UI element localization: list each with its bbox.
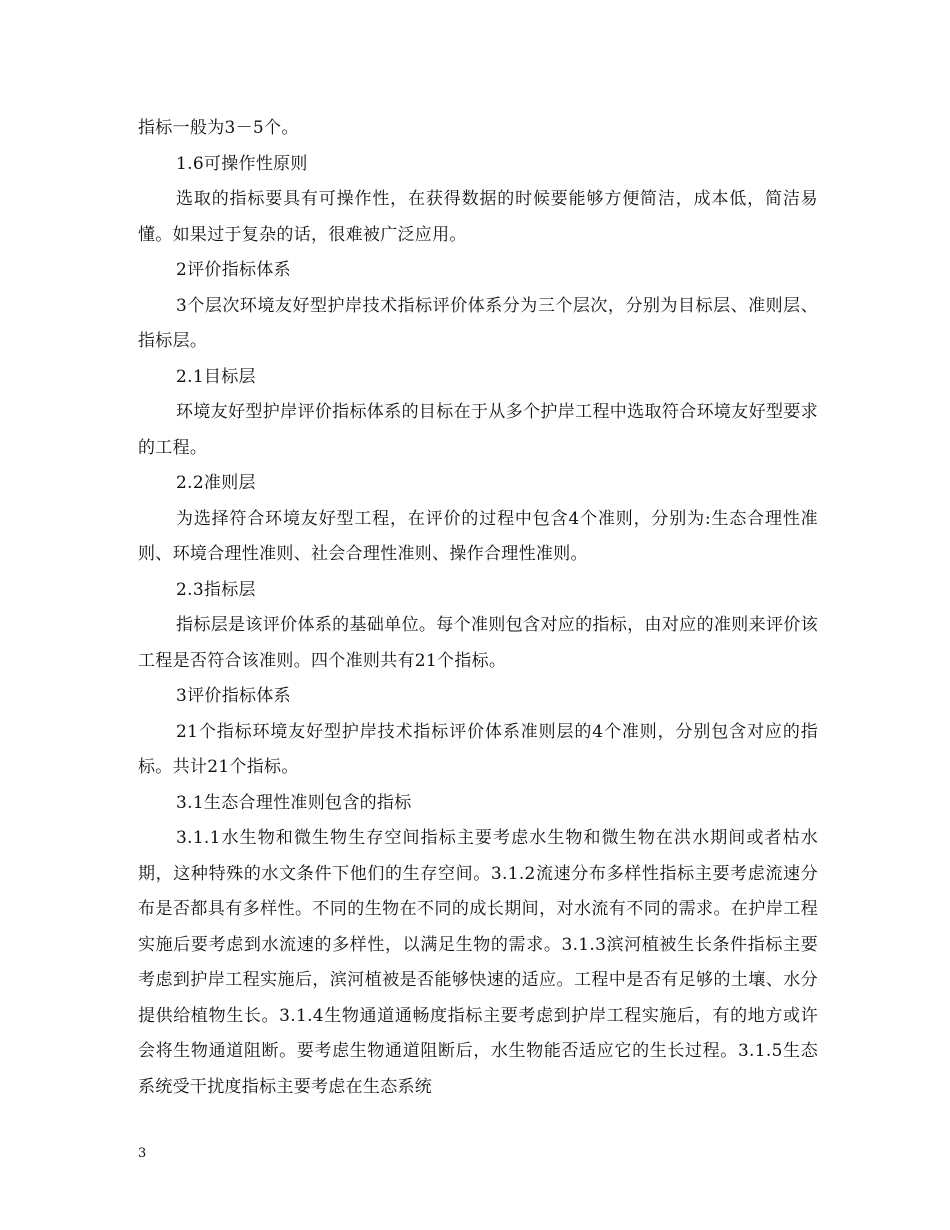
paragraph-target-layer: 环境友好型护岸评价指标体系的目标在于从多个护岸工程中选取符合环境友好型要求的工程。 xyxy=(138,402,818,458)
section-heading-1-6: 1.6可操作性原则 xyxy=(176,153,308,174)
section-heading-2-3: 2.3指标层 xyxy=(176,579,256,600)
page-number: 3 xyxy=(138,1146,147,1161)
section-heading-2-2: 2.2准则层 xyxy=(176,473,256,493)
paragraph-21-indicators: 21个指标环境友好型护岸技术指标评价体系准则层的4个准则，分别包含对应的指标。共计21个指标。 xyxy=(138,721,818,777)
paragraph-continuation: 指标一般为3－5个。 xyxy=(138,118,299,138)
paragraph-operability: 选取的指标要具有可操作性，在获得数据的时候要能够方便简洁，成本低，简洁易懂。如果过于复杂的话，很难被广泛应用。 xyxy=(138,189,818,245)
paragraph-ecological-indicators: 3.1.1水生物和微生物生存空间指标主要考虑水生物和微生物在洪水期间或者枯水期，这种特殊的水文条件下他们的生存空间。3.1.2流速分布多样性指标主要考虑流速分布是否都具有多样性。不同的生物在不同的成长期间，对水流有不同的需求。在护岸工程实施后要考虑到水流速的多样性，以满足生物的需求。3.1.3滨河植被生长条件指标主要考虑到护岸工程实施后，滨河植被是否能够快速的适应。工程中是否有足够的土壤、水分提供给植物生长。3.1.4生物通道通畅度指标主要考虑到护岸工程实施后，有的地方或许会将生物通道阻断。要考虑生物通道阻断后，水生物能否适应它的生长过程。3.1.5生态系统受干扰度指标主要考虑在生态系统 xyxy=(138,828,818,1097)
paragraph-criteria-layer: 为选择符合环境友好型工程，在评价的过程中包含4个准则，分别为:生态合理性准则、环境合理性准则、社会合理性准则、操作合理性准则。 xyxy=(138,508,818,564)
body-text xyxy=(138,111,818,1105)
section-heading-3: 3评价指标体系 xyxy=(176,686,291,706)
paragraph-indicator-layer: 指标层是该评价体系的基础单位。每个准则包含对应的指标，由对应的准则来评价该工程是否符合该准则。四个准则共有21个指标。 xyxy=(138,615,818,671)
section-heading-2: 2评价指标体系 xyxy=(176,260,291,280)
section-heading-2-1: 2.1目标层 xyxy=(176,366,256,387)
paragraph-three-levels: 3个层次环境友好型护岸技术指标评价体系分为三个层次，分别为目标层、准则层、指标层。 xyxy=(138,295,818,351)
section-heading-3-1: 3.1生态合理性准则包含的指标 xyxy=(176,792,412,813)
